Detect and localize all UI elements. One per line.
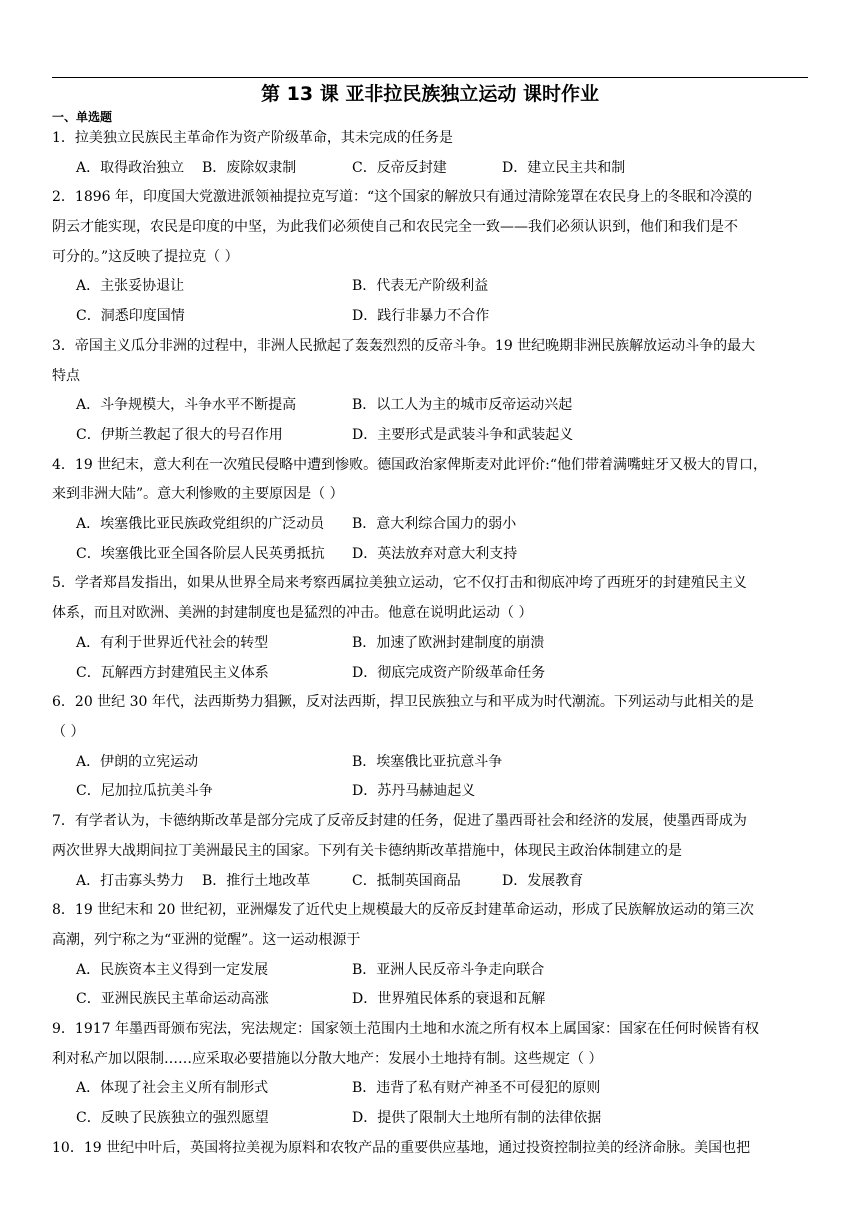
question-4-text-line: 4．19 世纪末，意大利在一次殖民侵略中遭到惨败。德国政治家俾斯麦对此评价:“他们带着满嘴蛀牙又极大的胃口， <box>52 457 768 473</box>
question-2-text-line: 阴云才能实现，农民是印度的中坚，为此我们必须使自己和农民完全一致——我们必须认识到，他们和我们是不 <box>52 219 738 235</box>
question-3-text-line: 特点 <box>52 368 80 384</box>
question-3-option-d: D．主要形式是武装斗争和武装起义 <box>352 427 574 443</box>
question-2-option-b: B．代表无产阶级利益 <box>352 278 489 294</box>
question-5-option-d: D．彻底完成资产阶级革命任务 <box>352 665 546 681</box>
question-3-text-line: 3．帝国主义瓜分非洲的过程中，非洲人民掀起了轰轰烈烈的反帝斗争。19 世纪晚期非洲民族解放运动斗争的最大 <box>52 338 756 354</box>
question-7-option-b: B．推行土地改革 <box>202 873 311 889</box>
question-4-option-b: B．意大利综合国力的弱小 <box>352 516 517 532</box>
question-7-text-line: 7．有学者认为，卡德纳斯改革是部分完成了反帝反封建的任务，促进了墨西哥社会和经济的发展，使墨西哥成为 <box>52 813 747 829</box>
question-4-text-line: 来到非洲大陆”。意大利惨败的主要原因是（ ） <box>52 486 344 502</box>
question-8-option-d: D．世界殖民体系的衰退和瓦解 <box>352 991 546 1007</box>
question-4-option-a: A．埃塞俄比亚民族政党组织的广泛动员 <box>76 516 325 532</box>
question-7-option-a: A．打击寡头势力 <box>76 873 185 889</box>
question-5-text-line: 体系，而且对欧洲、美洲的封建制度也是猛烈的冲击。他意在说明此运动（ ） <box>52 605 533 621</box>
question-6-text-line: （ ） <box>52 724 85 740</box>
question-4-option-d: D．英法放弃对意大利支持 <box>352 546 518 562</box>
question-1-option-c: C．反帝反封建 <box>352 160 447 176</box>
question-6-option-c: C．尼加拉瓜抗美斗争 <box>76 783 213 799</box>
question-3-option-a: A．斗争规模大，斗争水平不断提高 <box>76 397 297 413</box>
question-8-option-c: C．亚洲民族民主革命运动高涨 <box>76 991 269 1007</box>
question-2-option-a: A．主张妥协退让 <box>76 278 185 294</box>
question-2-text-line: 可分的。”这反映了提拉克（ ） <box>52 249 239 265</box>
question-5-option-b: B．加速了欧洲封建制度的崩溃 <box>352 635 545 651</box>
question-2-text-line: 2．1896 年，印度国大党激进派领袖提拉克写道：“这个国家的解放只有通过清除笼罩在农民身上的冬眠和冷漠的 <box>52 189 753 205</box>
question-6-text-line: 6．20 世纪 30 年代，法西斯势力猖獗，反对法西斯，捍卫民族独立与和平成为时代潮流。下列运动与此相关的是 <box>52 694 754 710</box>
question-1-text-line: 1．拉美独立民族民主革命作为资产阶级革命，其未完成的任务是 <box>52 130 453 146</box>
question-8-option-a: A．民族资本主义得到一定发展 <box>76 962 269 978</box>
question-2-option-c: C．洞悉印度国情 <box>76 308 185 324</box>
question-10-text-line: 10．19 世纪中叶后，英国将拉美视为原料和农牧产品的重要供应基地，通过投资控制拉美的经济命脉。美国也把 <box>52 1140 751 1156</box>
question-5-option-a: A．有利于世界近代社会的转型 <box>76 635 269 651</box>
question-8-option-b: B．亚洲人民反帝斗争走向联合 <box>352 962 545 978</box>
question-1-option-b: B．废除奴隶制 <box>202 160 297 176</box>
question-9-option-d: D．提供了限制大土地所有制的法律依据 <box>352 1110 602 1126</box>
question-6-option-b: B．埃塞俄比亚抗意斗争 <box>352 754 503 770</box>
question-7-option-c: C．抵制英国商品 <box>352 873 461 889</box>
question-3-option-c: C．伊斯兰教起了很大的号召作用 <box>76 427 283 443</box>
question-7-text-line: 两次世界大战期间拉丁美洲最民主的国家。下列有关卡德纳斯改革措施中，体现民主政治体制建立的是 <box>52 843 682 859</box>
question-9-text-line: 9．1917 年墨西哥颁布宪法，宪法规定：国家领土范围内土地和水流之所有权本上属国家：国家在任何时候皆有权 <box>52 1021 759 1037</box>
page-title: 第 13 课 亚非拉民族独立运动 课时作业 <box>261 83 599 105</box>
question-9-option-c: C．反映了民族独立的强烈愿望 <box>76 1110 269 1126</box>
question-5-option-c: C．瓦解西方封建殖民主义体系 <box>76 665 269 681</box>
section-heading: 一、单选题 <box>52 110 113 124</box>
question-6-option-a: A．伊朗的立宪运动 <box>76 754 199 770</box>
question-1-option-a: A．取得政治独立 <box>76 160 185 176</box>
question-7-option-d: D．发展教育 <box>502 873 584 889</box>
question-9-option-a: A．体现了社会主义所有制形式 <box>76 1080 269 1096</box>
question-6-option-d: D．苏丹马赫迪起义 <box>352 783 476 799</box>
question-5-text-line: 5．学者郑昌发指出，如果从世界全局来考察西属拉美独立运动，它不仅打击和彻底冲垮了西班牙的封建殖民主义 <box>52 575 747 591</box>
question-2-option-d: D．践行非暴力不合作 <box>352 308 490 324</box>
question-9-text-line: 利对私产加以限制……应采取必要措施以分散大地产：发展小土地持有制。这些规定（ ） <box>52 1051 603 1067</box>
question-8-text-line: 8．19 世纪末和 20 世纪初，亚洲爆发了近代史上规模最大的反帝反封建革命运动，形成了民族解放运动的第三次 <box>52 902 754 918</box>
question-1-option-d: D．建立民主共和制 <box>502 160 626 176</box>
question-3-option-b: B．以工人为主的城市反帝运动兴起 <box>352 397 573 413</box>
question-9-option-b: B．违背了私有财产神圣不可侵犯的原则 <box>352 1080 601 1096</box>
question-8-text-line: 高潮，列宁称之为“亚洲的觉醒”。这一运动根源于 <box>52 932 361 948</box>
question-4-option-c: C．埃塞俄比亚全国各阶层人民英勇抵抗 <box>76 546 325 562</box>
